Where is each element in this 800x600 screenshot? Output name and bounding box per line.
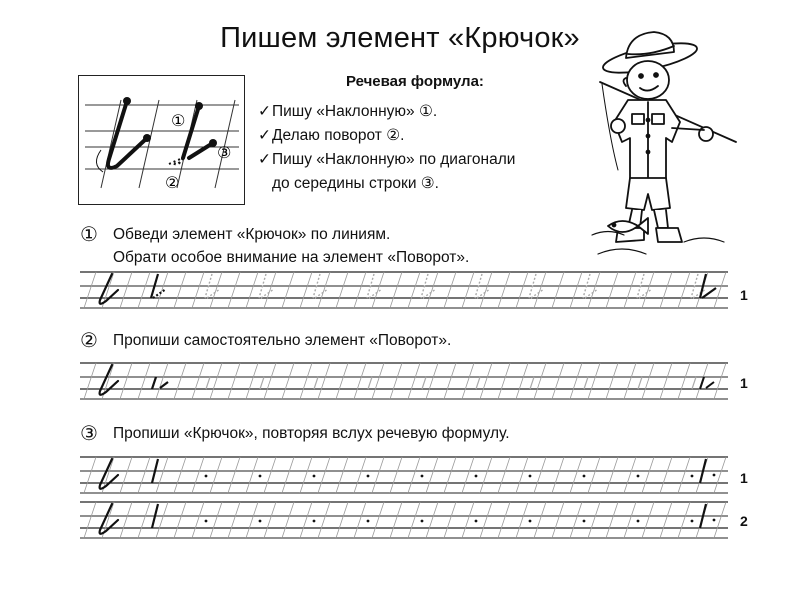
task-3-text: Пропиши «Крючок», повторяя вслух речевую формулу. <box>113 425 510 442</box>
slant-guide <box>336 272 348 308</box>
row-number: 1 <box>740 470 748 486</box>
formula-item: ✓ Пишу «Наклонную» по диагонали <box>258 148 515 172</box>
slant-guide <box>642 272 654 308</box>
slant-guide <box>678 457 690 493</box>
slant-guide <box>642 457 654 493</box>
slant-guide <box>264 457 276 493</box>
slant-guide <box>300 502 312 538</box>
slant-guide <box>606 363 618 399</box>
slant-guide <box>480 272 492 308</box>
slant-guide <box>426 457 438 493</box>
slant-guide <box>228 502 240 538</box>
slant-guide <box>174 502 186 538</box>
slant-guide <box>552 272 564 308</box>
slant-guide <box>372 272 384 308</box>
slant-guide <box>534 272 546 308</box>
start-dot <box>313 520 316 523</box>
start-dot <box>259 520 262 523</box>
slant-guide <box>552 502 564 538</box>
start-dot <box>583 520 586 523</box>
slant-guide <box>246 272 258 308</box>
turn-slant <box>422 377 426 389</box>
turn-slant <box>476 377 480 389</box>
slant-guide <box>570 272 582 308</box>
slant-guide <box>390 363 402 399</box>
task-1-number: ① <box>80 224 98 246</box>
slant-guide <box>174 363 186 399</box>
start-dot <box>421 475 424 478</box>
sample-hook <box>100 504 118 534</box>
formula-item: ✓ Делаю поворот ②. <box>258 124 515 148</box>
turn-slant <box>692 377 696 389</box>
slant-guide <box>372 363 384 399</box>
turn-slant <box>368 377 372 389</box>
slant-guide <box>264 272 276 308</box>
slant-guide <box>426 272 438 308</box>
slant-guide <box>624 457 636 493</box>
slant-guide <box>174 457 186 493</box>
slant-guide <box>138 457 150 493</box>
sample-hook <box>100 274 118 304</box>
page-title: Пишем элемент «Крючок» <box>220 22 580 54</box>
task-2-text: Пропиши самостоятельно элемент «Поворот». <box>113 332 452 349</box>
slant-guide <box>192 272 204 308</box>
slant-guide <box>84 457 96 493</box>
diagram-mark-2: ② <box>165 173 180 192</box>
slant-guide <box>264 502 276 538</box>
slant-guide <box>390 272 402 308</box>
slant-guide <box>84 502 96 538</box>
task-3-number: ③ <box>80 423 98 445</box>
diagram-mark-1: ① <box>171 111 186 130</box>
slant-guide <box>714 502 726 538</box>
slant-guide <box>498 502 510 538</box>
slant-guide <box>246 363 258 399</box>
slant-guide <box>642 502 654 538</box>
slant-guide <box>606 457 618 493</box>
slant-guide <box>336 502 348 538</box>
slant-guide <box>570 502 582 538</box>
slant-guide <box>408 457 420 493</box>
slant-guide <box>678 363 690 399</box>
slant-guide <box>498 272 510 308</box>
formula-item: ✓ Пишу «Наклонную» ①. <box>258 100 515 124</box>
slant-guide <box>660 272 672 308</box>
slant-guide <box>210 457 222 493</box>
slant-guide <box>210 363 222 399</box>
sample-hook <box>100 459 118 489</box>
start-dot <box>367 520 370 523</box>
slant-guide <box>84 363 96 399</box>
task-1-text-line-2: Обрати особое внимание на элемент «Поворот». <box>113 249 470 266</box>
turn-slant <box>638 377 642 389</box>
start-dot <box>205 475 208 478</box>
slant-guide <box>408 502 420 538</box>
slant-guide <box>354 502 366 538</box>
start-dot <box>313 475 316 478</box>
sample-right-diagonal <box>706 382 714 388</box>
slant-guide <box>444 457 456 493</box>
slant-guide <box>336 457 348 493</box>
slant-guide <box>498 457 510 493</box>
slant-guide <box>624 363 636 399</box>
slant-guide <box>228 272 240 308</box>
slant-guide <box>534 363 546 399</box>
slant-guide <box>246 457 258 493</box>
slant-guide <box>534 457 546 493</box>
slant-guide <box>444 272 456 308</box>
slant-guide <box>390 502 402 538</box>
slant-guide <box>552 457 564 493</box>
slant-guide <box>480 363 492 399</box>
slant-guide <box>318 272 330 308</box>
slant-guide <box>462 502 474 538</box>
slant-guide <box>408 272 420 308</box>
row-number: 1 <box>740 287 748 303</box>
slant-guide <box>300 363 312 399</box>
slant-guide <box>120 457 132 493</box>
slant-guide <box>534 502 546 538</box>
slant-guide <box>354 363 366 399</box>
formula-item-continuation: до середины строки ③. <box>272 175 439 192</box>
slant-guide <box>660 502 672 538</box>
slant-guide <box>282 363 294 399</box>
slant-guide <box>570 363 582 399</box>
check-icon: ✓ <box>258 103 271 120</box>
slant-guide <box>354 457 366 493</box>
slant-guide <box>390 457 402 493</box>
start-dot <box>205 520 208 523</box>
diagram-mark-3: ③ <box>217 143 232 162</box>
slant-guide <box>624 502 636 538</box>
sample-hook <box>100 365 118 395</box>
task-2-number: ② <box>80 330 98 352</box>
start-dot <box>259 475 262 478</box>
slant-guide <box>120 502 132 538</box>
slant-guide <box>282 272 294 308</box>
slant-guide <box>426 363 438 399</box>
slant-guide <box>336 363 348 399</box>
sample-right-slant <box>700 377 704 389</box>
slant-guide <box>138 502 150 538</box>
slant-guide <box>516 502 528 538</box>
formula-heading: Речевая формула: <box>346 73 484 90</box>
slant-guide <box>120 272 132 308</box>
slant-guide <box>228 457 240 493</box>
slant-guide <box>156 363 168 399</box>
slant-guide <box>444 502 456 538</box>
row-number: 2 <box>740 513 748 529</box>
slant-guide <box>138 272 150 308</box>
turn-slant <box>152 377 156 389</box>
end-dot <box>713 474 716 477</box>
start-dot <box>529 520 532 523</box>
start-dot <box>475 520 478 523</box>
slant-guide <box>462 457 474 493</box>
start-dot <box>421 520 424 523</box>
slant-guide <box>678 502 690 538</box>
slant-guide <box>480 457 492 493</box>
slant-guide <box>138 363 150 399</box>
start-dot <box>637 520 640 523</box>
slant-guide <box>516 457 528 493</box>
start-dot <box>637 475 640 478</box>
turn-slant <box>260 377 264 389</box>
slant-guide <box>228 363 240 399</box>
slant-guide <box>372 502 384 538</box>
slant-guide <box>714 363 726 399</box>
slant-guide <box>642 363 654 399</box>
slant-guide <box>714 272 726 308</box>
end-dot <box>713 519 716 522</box>
slant-guide <box>588 272 600 308</box>
start-dot <box>367 475 370 478</box>
slant-guide <box>588 502 600 538</box>
slant-guide <box>678 272 690 308</box>
slant-guide <box>318 457 330 493</box>
start-dot <box>475 475 478 478</box>
slant-guide <box>174 272 186 308</box>
slant-guide <box>192 363 204 399</box>
slant-guide <box>264 363 276 399</box>
slant-guide <box>282 457 294 493</box>
slant-guide <box>498 363 510 399</box>
slant-guide <box>300 457 312 493</box>
start-dot <box>529 475 532 478</box>
slant-guide <box>192 457 204 493</box>
start-dot <box>691 520 694 523</box>
task-1-text-line-1: Обведи элемент «Крючок» по линиям. <box>113 226 391 243</box>
slant-guide <box>120 363 132 399</box>
slant-guide <box>660 363 672 399</box>
turn-slant <box>206 377 210 389</box>
slant-guide <box>588 363 600 399</box>
slant-guide <box>210 502 222 538</box>
slant-guide <box>84 272 96 308</box>
slant-guide <box>246 502 258 538</box>
slant-guide <box>714 457 726 493</box>
turn-slant <box>314 377 318 389</box>
check-icon: ✓ <box>258 151 271 168</box>
slant-guide <box>282 502 294 538</box>
slant-guide <box>588 457 600 493</box>
slant-guide <box>606 272 618 308</box>
slant-guide <box>444 363 456 399</box>
slant-guide <box>660 457 672 493</box>
turn-slant <box>584 377 588 389</box>
slant-guide <box>624 272 636 308</box>
slant-guide <box>516 363 528 399</box>
slant-guide <box>408 363 420 399</box>
slant-guide <box>426 502 438 538</box>
slant-guide <box>570 457 582 493</box>
slant-guide <box>606 502 618 538</box>
start-dot <box>691 475 694 478</box>
slant-guide <box>210 272 222 308</box>
check-icon: ✓ <box>258 127 271 144</box>
slant-guide <box>480 502 492 538</box>
turn-slant <box>530 377 534 389</box>
slant-guide <box>354 272 366 308</box>
row-number: 1 <box>740 375 748 391</box>
slant-guide <box>300 272 312 308</box>
slant-guide <box>462 272 474 308</box>
start-dot <box>583 475 586 478</box>
slant-guide <box>552 363 564 399</box>
slant-guide <box>516 272 528 308</box>
slant-guide <box>318 502 330 538</box>
slant-guide <box>192 502 204 538</box>
slant-guide <box>318 363 330 399</box>
slant-guide <box>372 457 384 493</box>
slant-guide <box>462 363 474 399</box>
